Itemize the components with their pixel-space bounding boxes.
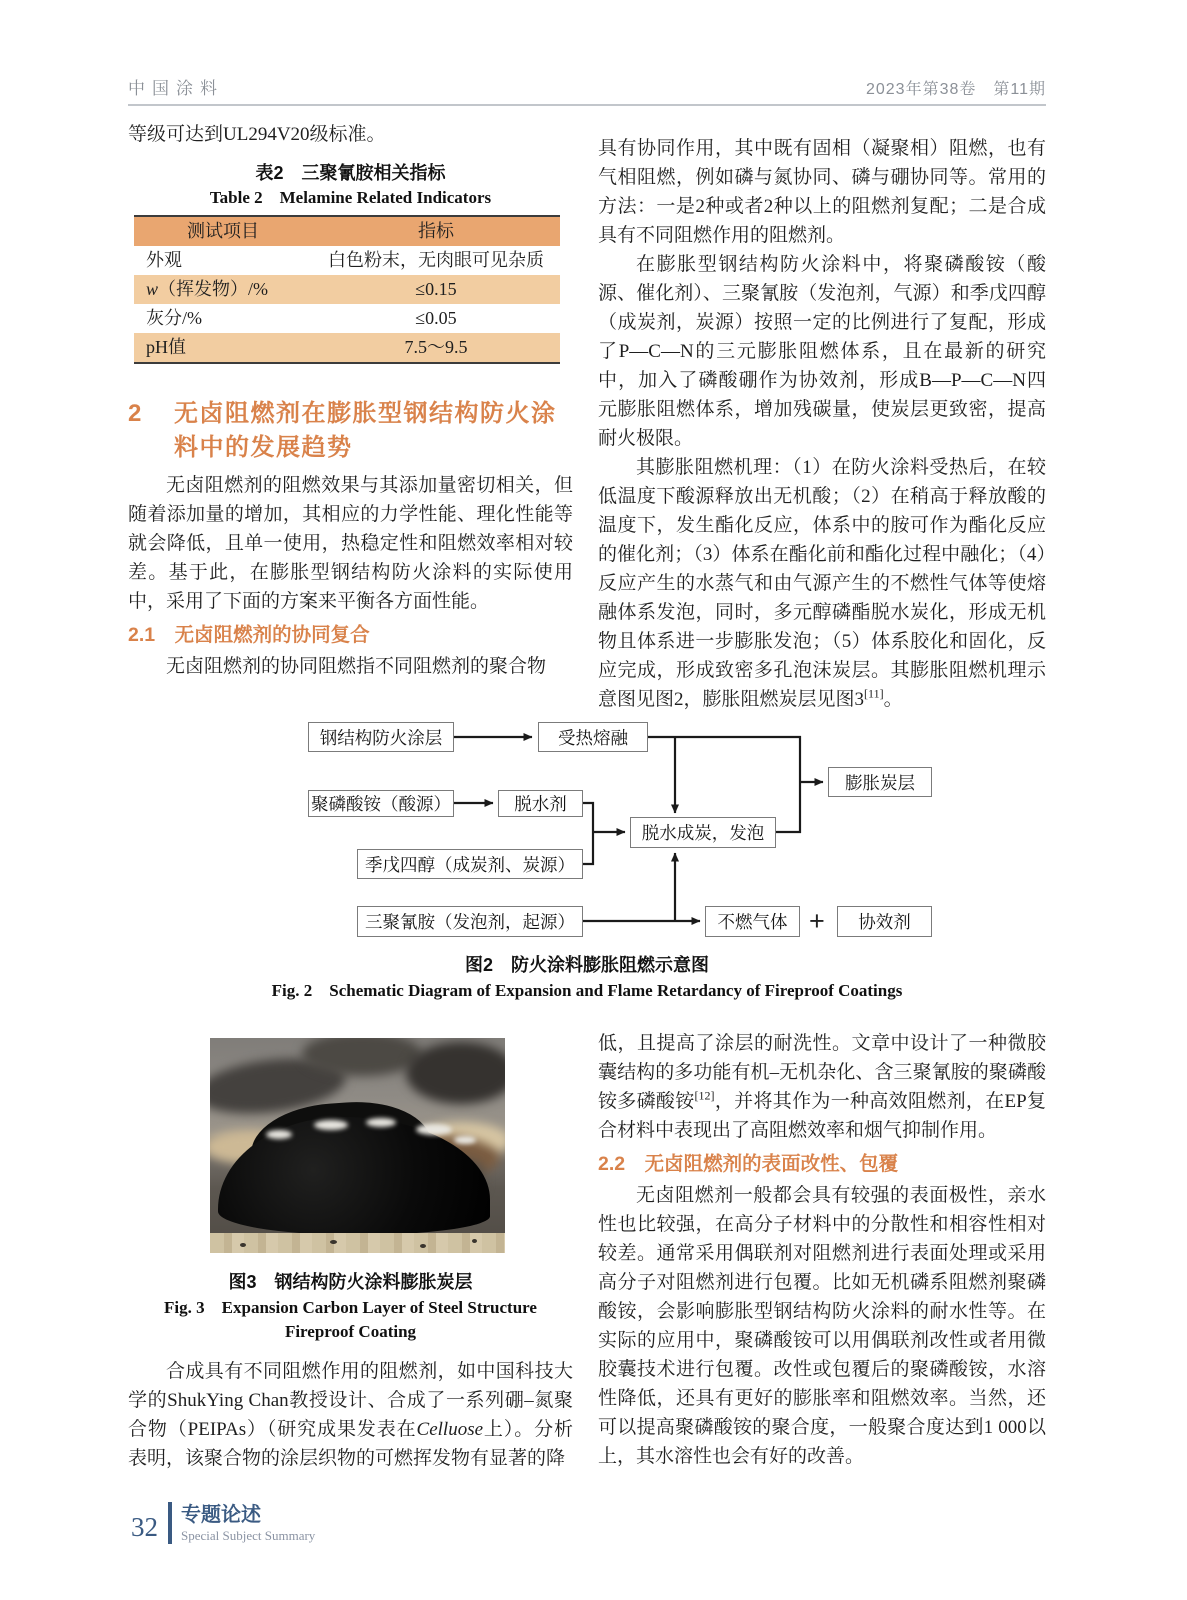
diagram-box-nonflammable-gas: 不燃气体 xyxy=(705,906,800,937)
section-title: 无卤阻燃剂在膨胀型钢结构防火涂料中的发展趋势 xyxy=(174,400,557,461)
table2-title-zh: 表2 三聚氰胺相关指标 xyxy=(255,163,446,183)
plus-sign: + xyxy=(809,906,825,936)
col-header-value: 指标 xyxy=(312,216,560,246)
row-name: 外观 xyxy=(146,250,182,270)
section-2-1-heading: 2.1 无卤阻燃剂的协同复合 xyxy=(128,624,370,646)
paragraph: 等级可达到UL294V20级标准。 xyxy=(128,124,386,145)
column-title-zh: 专题论述 xyxy=(181,1503,261,1526)
section-number: 2 xyxy=(128,400,142,427)
row-value: 白色粉末，无肉眼可见杂质 xyxy=(328,250,544,270)
table2-title-en: Table 2 Melamine Related Indicators xyxy=(209,188,492,207)
footer-bar xyxy=(168,1502,172,1544)
paragraph: 合成具有不同阻燃作用的阻燃剂，如中国科技大学的ShukYing Chan教授设计、合成了一系列硼–氮聚合物（PEIPAs）（研究成果发表在Celluose上）。分析表明，该聚合物的涂层织物的可燃挥发物有显著的降 xyxy=(128,1361,573,1469)
diagram-box-expanded-char: 膨胀炭层 xyxy=(828,767,932,797)
speck xyxy=(472,1239,477,1243)
frost-highlight xyxy=(314,1120,348,1130)
page-header xyxy=(128,74,1046,104)
diagram-box-melamine: 三聚氰胺（发泡剂，起源） xyxy=(357,906,583,937)
frost-highlight xyxy=(454,1136,476,1144)
table-row xyxy=(134,304,560,333)
fig3-caption-en-line2: Fireproof Coating xyxy=(284,1322,417,1341)
paragraph: 无卤阻燃剂的阻燃效果与其添加量密切相关，但随着添加量的增加，其相应的力学性能、理化性能等就会降低，且单一使用，热稳定性和阻燃效率相对较差。基于此，在膨胀型钢结构防火涂料的实际使用中，采用了下面的方案来平衡各方面性能。 xyxy=(128,475,573,612)
row-value: 7.5～9.5 xyxy=(312,333,560,363)
column-title-en: Special Subject Summary xyxy=(181,1527,316,1543)
diagram-box-steel-coating: 钢结构防火涂层 xyxy=(308,722,454,752)
diagram-box-synergist: 协效剂 xyxy=(837,906,932,937)
left-column-top xyxy=(128,120,573,681)
issue-info: 2023年第38卷 第11期 xyxy=(865,81,1046,98)
footer-column-block xyxy=(181,1503,315,1544)
frost-highlight xyxy=(416,1124,452,1135)
paragraph: 无卤阻燃剂的协同阻燃指不同阻燃剂的聚合物 xyxy=(166,656,547,677)
fig2-caption-en: Fig. 2 Schematic Diagram of Expansion and Flame Retardancy of Fireproof Coatings xyxy=(271,981,903,1000)
left-column-bottom xyxy=(128,1020,573,1473)
diagram-box-pentaerythritol: 季戊四醇（成炭剂、炭源） xyxy=(357,849,583,879)
row-value: ≤0.15 xyxy=(312,275,560,304)
page-number: 32 xyxy=(131,1511,158,1542)
table-row xyxy=(134,333,560,363)
table-row xyxy=(134,275,560,304)
section-2-2-heading: 2.2 无卤阻燃剂的表面改性、包覆 xyxy=(598,1153,899,1175)
diagram-box-heat-melt: 受热熔融 xyxy=(538,722,648,752)
paragraph: 具有协同作用，其中既有固相（凝聚相）阻燃，也有气相阻燃，例如磷与氮协同、磷与硼协同等。常用的方法：一是2种或者2种以上的阻燃剂复配；二是合成具有不同阻燃作用的阻燃剂。 xyxy=(598,138,1046,246)
table-row xyxy=(134,246,560,275)
fig2-flow-diagram xyxy=(280,700,952,945)
page-footer xyxy=(131,1502,315,1544)
row-name: pH值 xyxy=(134,333,312,363)
col-header-item: 测试项目 xyxy=(134,216,312,246)
row-value: ≤0.05 xyxy=(415,308,457,328)
journal-name: 中国涂料 xyxy=(128,79,224,98)
speck xyxy=(240,1243,246,1247)
fig3-caption-en-line1: Fig. 3 Expansion Carbon Layer of Steel Structure xyxy=(164,1298,537,1317)
fig2-caption-zh: 图2 防火涂料膨胀阻燃示意图 xyxy=(464,955,709,975)
fig3-caption-zh: 图3 钢结构防火涂料膨胀炭层 xyxy=(228,1272,473,1292)
right-column-top xyxy=(598,120,1046,714)
fig3-photo xyxy=(210,1038,505,1253)
paragraph: 低，且提高了涂层的耐洗性。文章中设计了一种微胶囊结构的多功能有机–无机杂化、含三聚氰胺的聚磷酸铵多磷酸铵[12]，并将其作为一种高效阻燃剂，在EP复合材料中表现出了高阻燃效率和烟气抑制作用。 xyxy=(598,1033,1046,1141)
row-name: w（挥发物）/% xyxy=(134,275,312,304)
paragraph: 在膨胀型钢结构防火涂料中，将聚磷酸铵（酸源、催化剂）、三聚氰胺（发泡剂，气源）和季戊四醇（成炭剂，炭源）按照一定的比例进行了复配，形成了P—C—N的三元膨胀阻燃体系，且在最新的研究中，加入了磷酸硼作为协效剂，形成B—P—C—N四元膨胀阻燃体系，增加残碳量，使炭层更致密，提高耐火极限。 xyxy=(598,254,1046,449)
speck xyxy=(330,1240,337,1244)
speck xyxy=(420,1244,426,1248)
paragraph: 无卤阻燃剂一般都会具有较强的表面极性，亲水性也比较强，在高分子材料中的分散性和相容性相对较差。通常采用偶联剂对阻燃剂进行表面处理或采用高分子对阻燃剂进行包覆。比如无机磷系阻燃剂聚磷酸铵，会影响膨胀型钢结构防火涂料的耐水性等。在实际的应用中，聚磷酸铵可以用偶联剂改性或者用微胶囊技术进行包覆。改性或包覆后的聚磷酸铵，水溶性降低，还具有更好的膨胀率和阻燃效率。当然，还可以提高聚磷酸铵的聚合度，一般聚合度达到1 000以上，其水溶性也会有好的改善。 xyxy=(598,1185,1046,1467)
journal-name-italic: Celluose xyxy=(416,1419,484,1440)
board-base xyxy=(210,1233,505,1253)
fig2-caption xyxy=(128,952,1046,1003)
citation-ref-11: [11] xyxy=(864,686,884,701)
frost-highlight xyxy=(366,1118,396,1127)
frost-highlight xyxy=(266,1130,292,1139)
header-rule xyxy=(128,104,1046,106)
section-2-heading xyxy=(128,397,573,465)
diagram-box-app-acid-source: 聚磷酸铵（酸源） xyxy=(308,790,454,817)
diagram-box-char-foaming: 脱水成炭，发泡 xyxy=(630,817,776,848)
photo-bg-shape xyxy=(406,1042,505,1104)
diagram-box-dehydrant: 脱水剂 xyxy=(498,790,583,817)
row-name: 灰分/% xyxy=(146,308,202,328)
citation-ref-12: [12] xyxy=(694,1088,715,1103)
paragraph: 其膨胀阻燃机理：（1）在防火涂料受热后，在较低温度下酸源释放出无机酸；（2）在稍高于释放酸的温度下，发生酯化反应，体系中的胺可作为酯化反应的催化剂；（3）体系在酯化前和酯化过程中融化；（4）反应产生的水蒸气和由气源产生的不燃性气体等使熔融体系发泡，同时，多元醇磷酯脱水炭化，形成无机物且体系进一步膨胀发泡；（5）体系胶化和固化，反应完成，形成致密多孔泡沫炭层。其膨胀阻燃机理示意图见图2，膨胀阻燃炭层见图3[11]。 xyxy=(598,457,1046,710)
table-header-row xyxy=(134,216,560,246)
right-column-bottom xyxy=(598,1020,1046,1471)
table2-melamine-indicators xyxy=(134,215,560,364)
